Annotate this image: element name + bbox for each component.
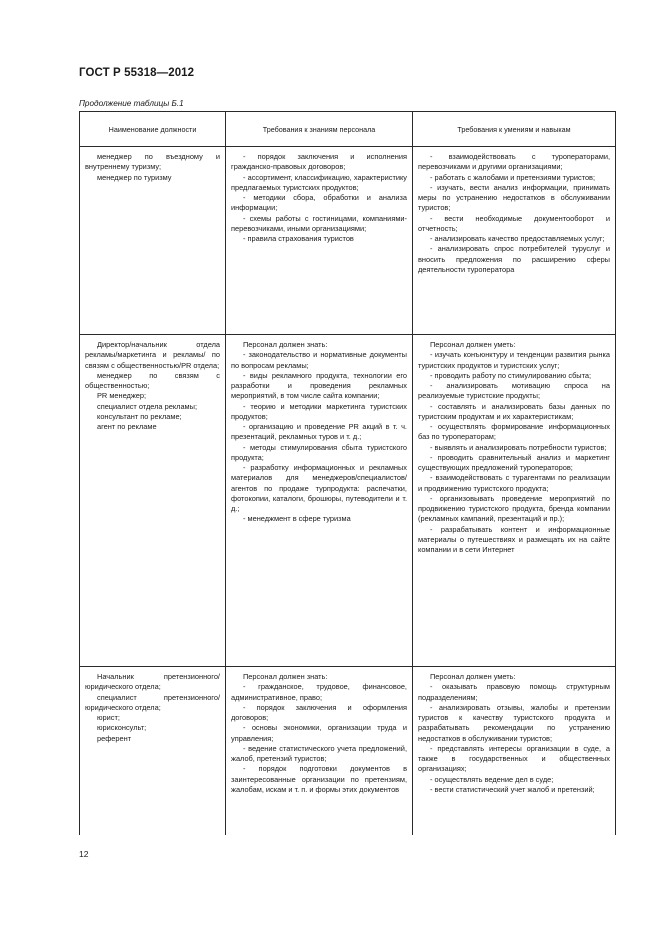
- skills-intro: Персонал должен уметь:: [430, 340, 516, 349]
- knowledge-intro: Персонал должен знать:: [243, 672, 328, 681]
- position-line: менеджер по связям с общественностью;: [85, 370, 220, 390]
- document-header-title: ГОСТ Р 55318—2012: [79, 67, 195, 79]
- page-number: 12: [79, 849, 89, 859]
- knowledge-item: - порядок заключения и оформления договоров;: [231, 702, 407, 722]
- position-line: менеджер по въездному и внутреннему туризму;: [85, 152, 220, 172]
- knowledge-item: - ведение статистического учета предложений, жалоб, претензий туристов;: [231, 743, 407, 763]
- skills-item: - взаимодействовать с турагентами по реализации и продвижению туристского продукта;: [418, 473, 610, 493]
- knowledge-item: - виды рекламного продукта, технологии его разработки и проведения рекламных мероприятий, в том числе сайта компании;: [231, 370, 407, 401]
- column-header-skills: Требования к умениям и навыкам: [413, 112, 616, 147]
- column-header-position: Наименование должности: [80, 112, 226, 147]
- skills-item: - вести статистический учет жалоб и претензий;: [430, 784, 595, 794]
- skills-item: - проводить сравнительный анализ и маркетинг существующих предложений туроператоров;: [418, 452, 610, 472]
- position-line: специалист отдела рекламы;: [97, 401, 198, 411]
- position-line: агент по рекламе: [97, 422, 157, 431]
- skills-item: - анализировать мотивацию спроса на реализуемые туристские продукты;: [418, 381, 610, 401]
- knowledge-intro: Персонал должен знать:: [243, 340, 328, 349]
- skills-item: - оказывать правовую помощь структурным подразделениям;: [418, 682, 610, 702]
- knowledge-cell: [226, 667, 413, 836]
- table-row: [80, 147, 616, 335]
- skills-item: - составлять и анализировать базы данных по туристским продуктам и их характеристикам;: [418, 401, 610, 421]
- skills-item: - анализировать качество предоставляемых услуг;: [430, 234, 605, 243]
- skills-item: - работать с жалобами и претензиями туристов;: [430, 172, 596, 182]
- position-line: менеджер по туризму: [97, 172, 172, 182]
- position-cell: [80, 335, 226, 667]
- skills-item: - изучать конъюнктуру и тенденции развития рынка туристских продуктов и туристских услуг;: [418, 350, 610, 370]
- knowledge-item: - схемы работы с гостиницами, компаниями-перевозчиками, иными организациями;: [231, 213, 407, 233]
- position-line: юрист;: [97, 713, 120, 722]
- skills-cell: [413, 667, 616, 836]
- position-cell: [80, 147, 226, 335]
- knowledge-item: - ассортимент, классификацию, характеристику предлагаемых туристских продуктов;: [231, 172, 407, 192]
- skills-item: - осуществлять ведение дел в суде;: [430, 774, 554, 784]
- knowledge-item: - организацию и проведение PR акций в т. ч. презентаций, рекламных туров и т. д.;: [231, 422, 407, 442]
- skills-item: - осуществлять формирование информационных баз по туроператорам;: [418, 422, 610, 442]
- position-line: консультант по рекламе;: [97, 411, 182, 421]
- requirements-table-container: [79, 111, 615, 835]
- skills-item: - проводить работу по стимулированию сбыта;: [430, 370, 592, 380]
- requirements-table: [79, 111, 616, 835]
- knowledge-item: - порядок заключения и исполнения гражданско-правовых договоров;: [231, 152, 407, 172]
- skills-item: - организовывать проведение мероприятий по продвижению туристского продукта, бренда компании (рекламных кампаний, презентаций и пр.);: [418, 493, 610, 524]
- position-cell: [80, 667, 226, 836]
- knowledge-item: - менеджмент в сфере туризма: [243, 514, 351, 524]
- table-row: [80, 335, 616, 667]
- skills-item: - выявлять и анализировать потребности туристов;: [430, 442, 607, 452]
- position-line: специалист претензионного/ юридического отдела;: [85, 692, 220, 712]
- skills-item: - изучать, вести анализ информации, принимать меры по устранению недостатков в обслуживании туристов;: [418, 182, 610, 213]
- knowledge-item: - основы экономики, организации труда и управления;: [231, 723, 407, 743]
- column-header-knowledge: Требования к знаниям персонала: [226, 112, 413, 147]
- knowledge-cell: [226, 335, 413, 667]
- position-line: Директор/начальник отдела рекламы/маркетинга и рекламы/ по связям с общественностью/PR отдела;: [85, 340, 220, 370]
- skills-item: - анализировать спрос потребителей туруслуг и вносить предложения по расширению сферы деятельности туроператора: [418, 244, 610, 274]
- position-line: юрисконсульт;: [97, 723, 147, 733]
- skills-item: - вести необходимые документооборот и отчетность;: [418, 213, 610, 233]
- knowledge-item: - гражданское, трудовое, финансовое, административное, право;: [231, 682, 407, 702]
- table-row: [80, 667, 616, 836]
- knowledge-cell: [226, 147, 413, 335]
- skills-item: - анализировать отзывы, жалобы и претензии туристов к качеству туристского продукта и разрабатывать рекомендации по устранению недостатков в обслуживании туристов;: [418, 702, 610, 743]
- skills-item: - представлять интересы организации в суде, а также в государственных и общественных организациях;: [418, 743, 610, 774]
- knowledge-item: - разработку информационных и рекламных материалов для менеджеров/специалистов/агентов по продаже турпродукта: распечатки, фотокопии, каталоги, брошюры, путеводители и т. д.;: [231, 463, 407, 513]
- knowledge-item: - методы стимулирования сбыта туристского продукта;: [231, 442, 407, 462]
- skills-cell: [413, 335, 616, 667]
- position-line: Начальник претензионного/юридического отдела;: [85, 672, 220, 692]
- position-line: референт: [97, 733, 132, 743]
- skills-intro: Персонал должен уметь:: [430, 672, 516, 681]
- knowledge-item: - законодательство и нормативные документы по вопросам рекламы;: [231, 350, 407, 370]
- knowledge-item: - правила страхования туристов: [243, 234, 354, 243]
- knowledge-item: - порядок подготовки документов в заинтересованные организации по претензиям, жалобам, искам и т. п. и формы этих документов: [231, 764, 407, 794]
- skills-item: - взаимодействовать с туроператорами, перевозчиками и другими организациями;: [418, 152, 610, 172]
- knowledge-item: - методики сбора, обработки и анализа информации;: [231, 193, 407, 213]
- knowledge-item: - теорию и методики маркетинга туристских продуктов;: [231, 401, 407, 421]
- position-line: PR менеджер;: [97, 391, 147, 401]
- skills-item: - разрабатывать контент и информационные материалы о путешествиях и размещать их на сайте компании и в сети Интернет: [418, 524, 610, 554]
- table-caption: Продолжение таблицы Б.1: [79, 99, 184, 108]
- table-header-row: [80, 112, 616, 147]
- skills-cell: [413, 147, 616, 335]
